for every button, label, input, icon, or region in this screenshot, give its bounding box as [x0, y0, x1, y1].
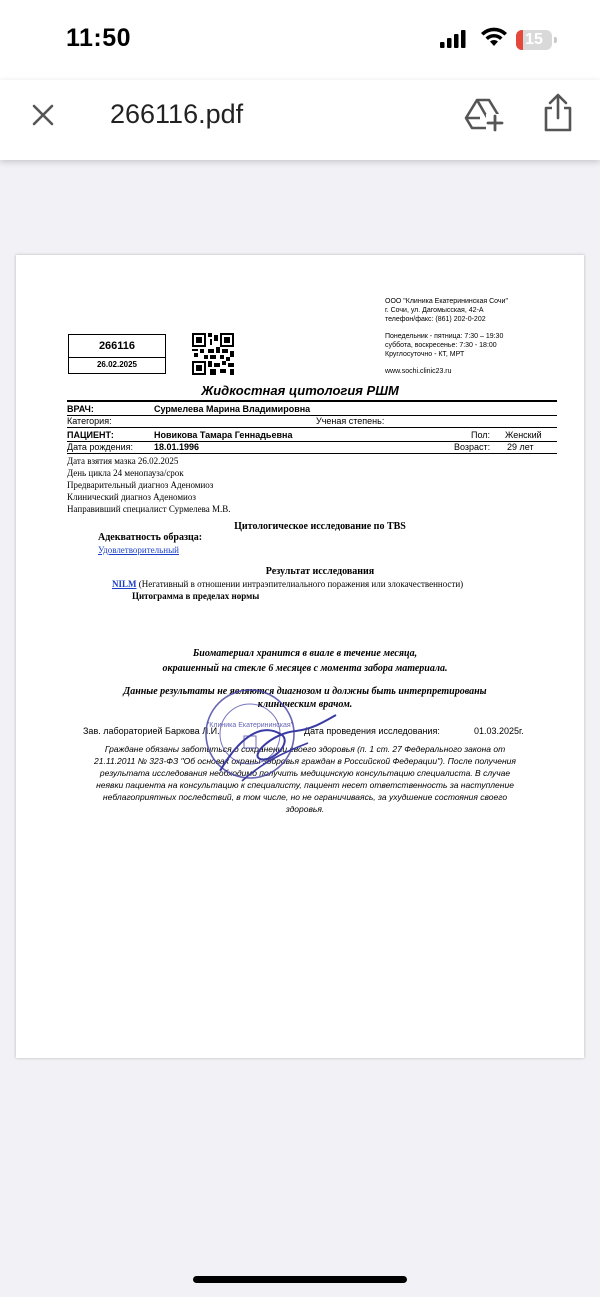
detail-line: Предварительный диагноз Аденомиоз [67, 480, 214, 490]
clinic-info [385, 297, 508, 376]
degree-label: Ученая степень: [316, 416, 385, 426]
cellular-signal-icon [440, 30, 466, 48]
study-title: Цитологическое исследование по TBS [234, 521, 406, 532]
storage-line-1: Биоматериал хранится в виале в течение месяца, [192, 648, 418, 659]
age-value: 29 лет [507, 442, 534, 452]
nilm-result [112, 579, 463, 589]
battery-tip [554, 37, 557, 43]
notice-line: результата исследования необходимо получить медицинскую консультацию специалиста. В случае [99, 768, 511, 778]
storage-line-2: окрашенный на стекле 6 месяцев с момента забора материала. [162, 663, 448, 674]
stamp-label: "Клиника Екатерининская" [206, 722, 294, 729]
head-of-lab: Зав. лабораторией Баркова Л.И. [83, 726, 220, 736]
clinic-website: www.sochi.clinic23.ru [385, 368, 452, 375]
document-title: Жидкостная цитология РШМ [201, 383, 399, 398]
close-icon[interactable] [28, 100, 58, 130]
clinic-hours-weekday: Понедельник - пятница: 7:30 – 19:30 [385, 333, 504, 340]
detail-line: Дата взятия мазка 26.02.2025 [67, 456, 179, 466]
disclaimer-line-2: клиническим врачом. [257, 699, 353, 710]
doctor-label: ВРАЧ: [67, 404, 94, 414]
detail-line: Направивший специалист Сурмелева М.В. [67, 504, 231, 514]
add-to-drive-icon[interactable] [464, 96, 504, 132]
clinic-address: г. Сочи, ул. Дагомысская, 42-А [385, 307, 484, 314]
title-rule [67, 400, 557, 402]
birth-value: 18.01.1996 [154, 442, 200, 452]
age-label: Возраст: [454, 442, 491, 452]
notice-line: 21.11.2011 № 323-ФЗ "Об основах охраны здоровья граждан в Российской Федерации"). После получения [94, 756, 516, 766]
cytogram-result: Цитограмма в пределах нормы [132, 591, 260, 601]
patient-label: ПАЦИЕНТ: [67, 430, 114, 440]
qr-code-icon [192, 333, 234, 375]
battery-level: 15 [525, 31, 543, 48]
battery-indicator [516, 30, 552, 50]
status-bar [0, 0, 600, 80]
clinic-hours-ct: Круглосуточно - КТ, МРТ [385, 351, 465, 358]
disclaimer-line-1: Данные результаты не являются диагнозом и должны быть интерпретированы [123, 686, 487, 697]
home-indicator[interactable] [193, 1276, 407, 1283]
category-label: Категория: [67, 416, 112, 426]
clock: 11:50 [66, 24, 132, 52]
sex-value: Женский [505, 430, 542, 440]
viewer-toolbar [0, 80, 600, 160]
notice-line: неявки пациента на консультацию к специалисту, пациент несет ответственность за наступление [96, 780, 514, 790]
birth-label: Дата рождения: [67, 442, 133, 452]
order-date: 26.02.2025 [96, 360, 138, 369]
clinic-hours-weekend: суббота, воскресенье: 7:30 - 18:00 [385, 342, 497, 349]
notice-line: неблагоприятных последствий, в том числе, но не ограничиваясь, за ухудшение состояния своего [102, 792, 508, 802]
patient-name: Новикова Тамара Геннадьевна [154, 430, 293, 440]
study-date-label: Дата проведения исследования: [304, 726, 440, 736]
notice-line: здоровья. [285, 804, 325, 814]
result-title: Результат исследования [265, 566, 375, 577]
order-number: 266116 [98, 340, 136, 352]
clinic-name: ООО "Клиника Екатерининская Сочи" [385, 298, 508, 305]
detail-line: День цикла 24 менопауза/срок [67, 468, 184, 478]
file-name: 266116.pdf [110, 99, 244, 129]
detail-line: Клинический диагноз Аденомиоз [67, 492, 196, 502]
study-date: 01.03.2025г. [474, 726, 524, 736]
share-icon[interactable] [538, 92, 578, 134]
adequacy-value[interactable]: Удовлетворительный [98, 545, 179, 555]
signature-icon [212, 693, 342, 793]
clinic-phone: телефон/факс: (861) 202-0-202 [385, 316, 486, 323]
nilm-code[interactable]: NILM [112, 579, 137, 589]
adequacy-label: Адекватность образца: [98, 532, 203, 543]
order-id-box [68, 334, 166, 374]
doctor-name: Сурмелева Марина Владимировна [154, 404, 311, 414]
wifi-icon [480, 26, 508, 48]
patient-details [67, 455, 231, 515]
notice-line: Граждане обязаны заботиться о сохранении своего здоровья (п. 1 ст. 27 Федерального закона от [104, 744, 506, 754]
pdf-page [16, 255, 584, 1058]
sex-label: Пол: [471, 430, 491, 440]
nilm-description: (Негативный в отношении интраэпителиального поражения или злокачественности) [138, 579, 464, 589]
